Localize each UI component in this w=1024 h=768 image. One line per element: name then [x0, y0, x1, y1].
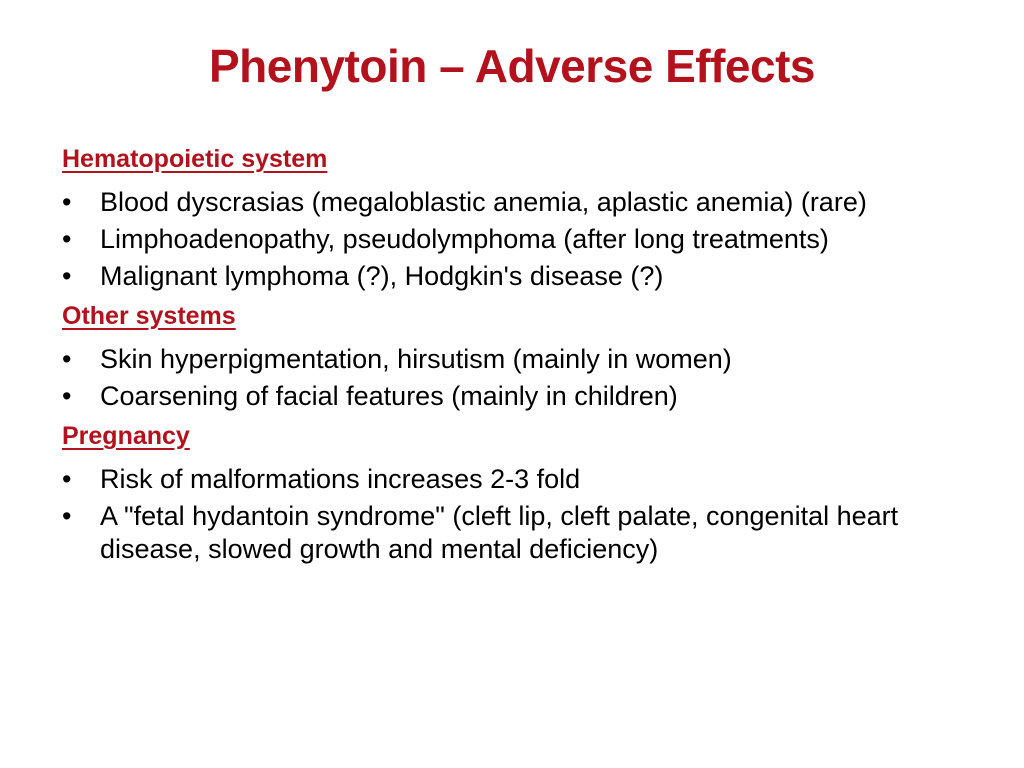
list-item — [62, 260, 962, 293]
list-item-text: Skin hyperpigmentation, hirsutism (mainly in women) — [100, 344, 732, 374]
section-heading: Pregnancy — [62, 422, 190, 450]
slide-content — [62, 142, 962, 570]
list-item — [62, 380, 962, 413]
bullet-icon: • — [62, 381, 72, 411]
slide-title: Phenytoin – Adverse Effects — [209, 40, 815, 92]
list-item-text: A "fetal hydantoin syndrome" (cleft lip, cleft palate, congenital heart disease, slowed growth and mental deficiency) — [100, 501, 899, 564]
bullet-list — [62, 186, 962, 293]
section-other-systems — [62, 299, 962, 413]
list-item-text: Blood dyscrasias (megaloblastic anemia, aplastic anemia) (rare) — [100, 187, 867, 217]
bullet-icon: • — [62, 261, 72, 291]
bullet-list — [62, 343, 962, 413]
list-item-text: Limphoadenopathy, pseudolymphoma (after long treatments) — [100, 224, 829, 254]
list-item — [62, 223, 962, 256]
section-heading: Hematopoietic system — [62, 145, 328, 173]
section-hematopoietic — [62, 142, 962, 293]
section-heading: Other systems — [62, 302, 236, 330]
bullet-icon: • — [62, 344, 72, 374]
bullet-icon: • — [62, 224, 72, 254]
bullet-list — [62, 463, 962, 566]
list-item — [62, 343, 962, 376]
list-item — [62, 186, 962, 219]
list-item — [62, 500, 962, 566]
list-item-text: Risk of malformations increases 2-3 fold — [100, 464, 581, 494]
bullet-icon: • — [62, 501, 72, 531]
section-pregnancy — [62, 419, 962, 566]
list-item-text: Coarsening of facial features (mainly in children) — [100, 381, 678, 411]
bullet-icon: • — [62, 464, 72, 494]
bullet-icon: • — [62, 187, 72, 217]
list-item — [62, 463, 962, 496]
list-item-text: Malignant lymphoma (?), Hodgkin's disease (?) — [100, 261, 664, 291]
